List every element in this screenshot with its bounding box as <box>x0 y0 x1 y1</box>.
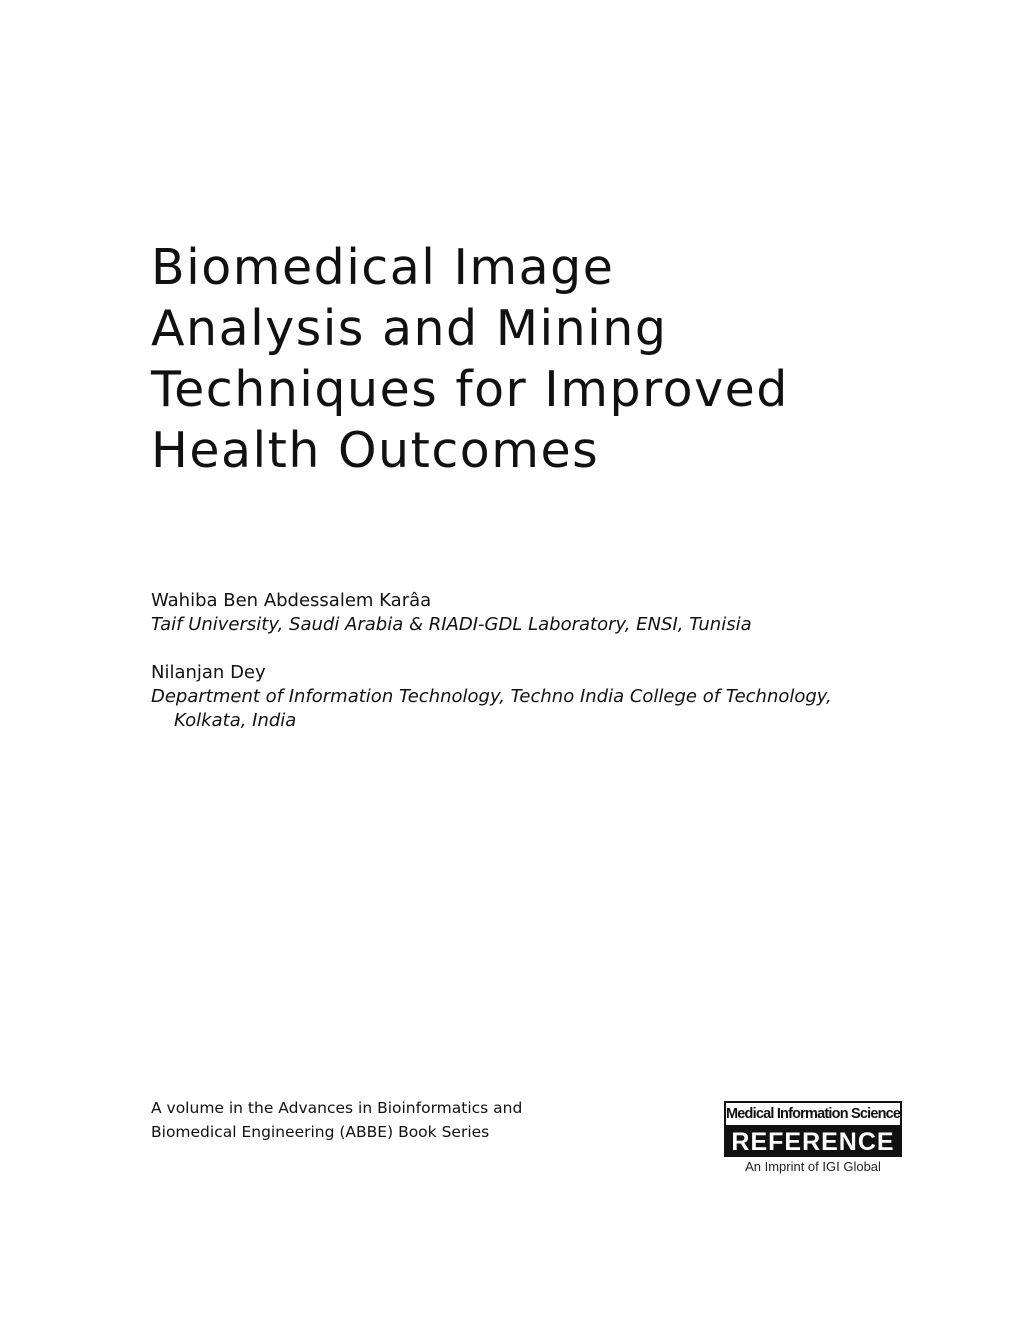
logo-imprint-text: An Imprint of IGI Global <box>745 1159 881 1174</box>
book-series-note <box>151 1096 671 1144</box>
book-title-line: Health Outcomes <box>151 422 600 479</box>
author-entry <box>151 589 971 637</box>
logo-main-text: REFERENCE <box>724 1127 902 1157</box>
publisher-logo <box>724 1101 902 1177</box>
logo-top-text: Medical Information Science <box>724 1101 902 1127</box>
author-list <box>151 589 971 757</box>
author-entry <box>151 661 971 733</box>
book-title-line: Biomedical Image <box>151 239 615 296</box>
author-affiliation-continued: Kolkata, India <box>174 710 297 731</box>
author-name: Nilanjan Dey <box>151 662 266 683</box>
author-name: Wahiba Ben Abdessalem Karâa <box>151 590 432 611</box>
book-title-line: Analysis and Mining <box>151 300 668 357</box>
book-title-line: Techniques for Improved <box>151 361 789 418</box>
series-line: Biomedical Engineering (ABBE) Book Series <box>151 1123 490 1141</box>
series-line: A volume in the Advances in Bioinformatics and <box>151 1099 523 1117</box>
book-title <box>151 237 951 481</box>
author-affiliation: Department of Information Technology, Techno India College of Technology, <box>151 686 832 707</box>
author-affiliation: Taif University, Saudi Arabia & RIADI-GDL Laboratory, ENSI, Tunisia <box>151 614 752 635</box>
